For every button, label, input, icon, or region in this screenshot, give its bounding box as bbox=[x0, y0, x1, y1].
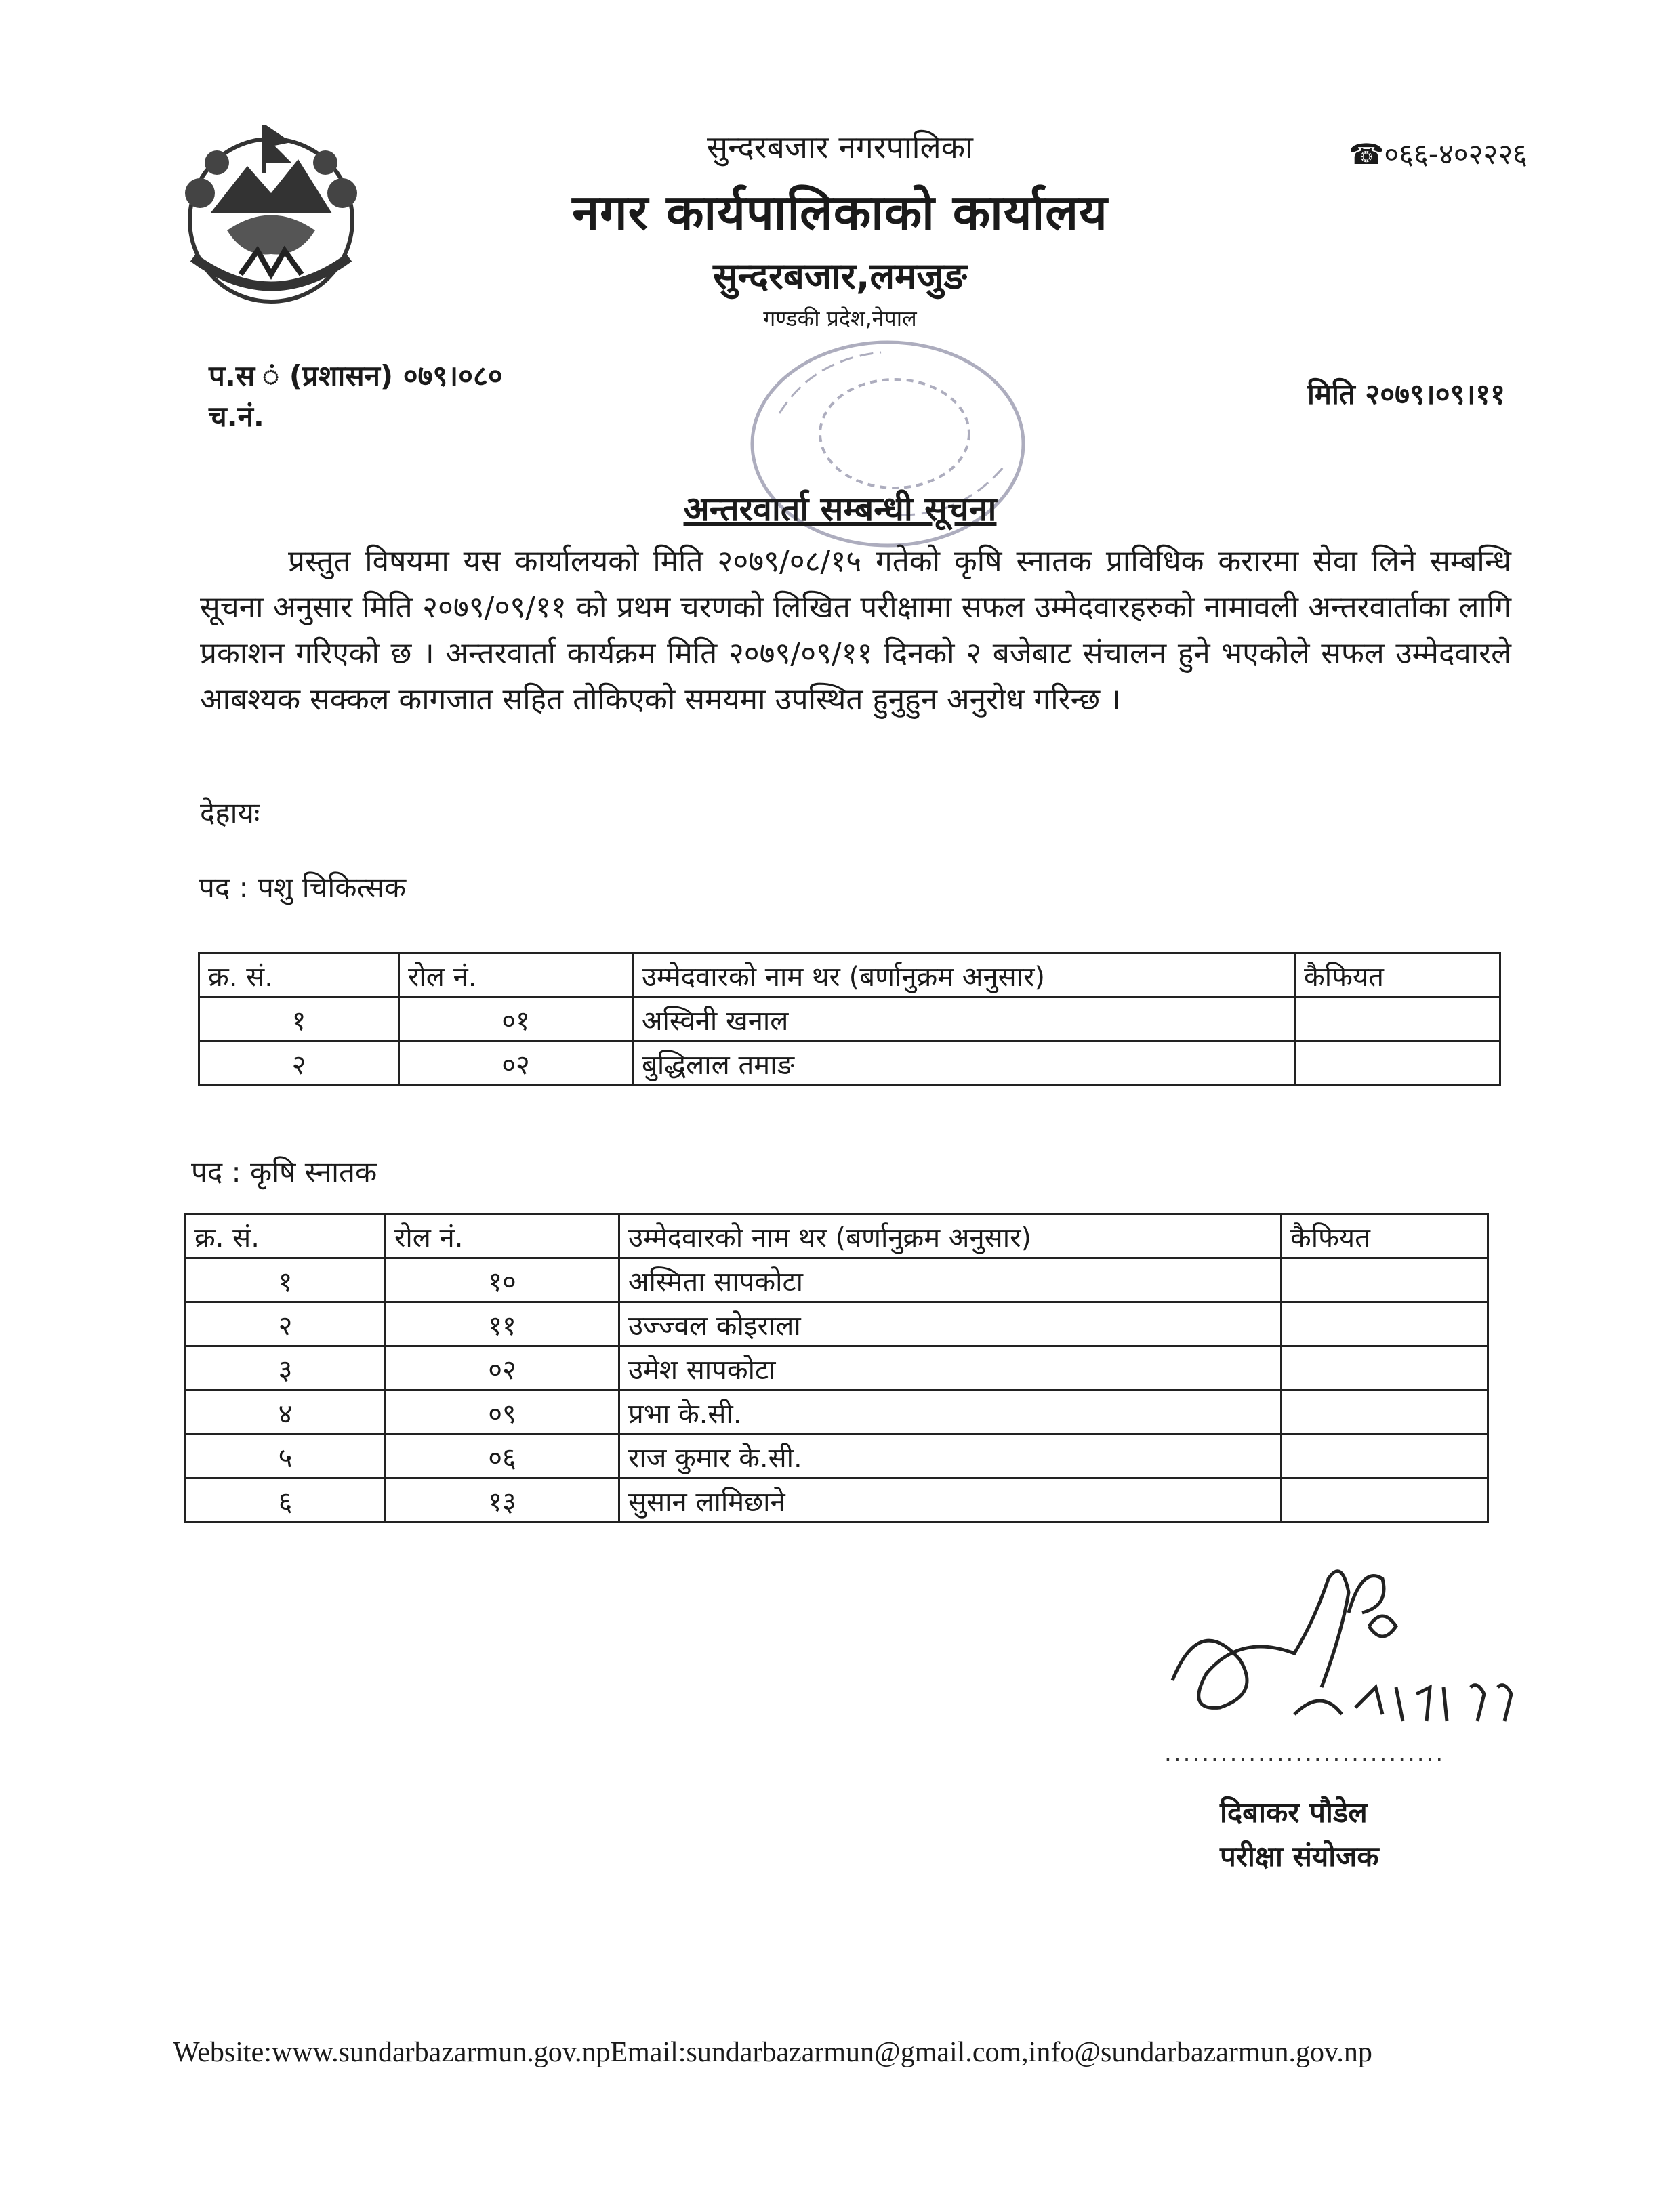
table-row bbox=[186, 1258, 1488, 1302]
roll-cell: ०१ bbox=[399, 997, 633, 1041]
agriculture-candidates-table bbox=[184, 1213, 1489, 1523]
name-cell: उमेश सापकोटा bbox=[619, 1346, 1282, 1390]
footer-contact: Website:www.sundarbazarmun.gov.npEmail:sundarbazarmun@gmail.com,info@sundarbazarmun.gov.np bbox=[173, 2037, 1372, 2068]
roll-cell: ०२ bbox=[399, 1041, 633, 1086]
serial-cell: ३ bbox=[186, 1346, 386, 1390]
roll-cell: ०६ bbox=[386, 1434, 619, 1479]
signature-line: .............................. bbox=[1164, 1740, 1446, 1767]
name-cell: प्रभा के.सी. bbox=[619, 1390, 1282, 1434]
reference-number: प.स ं (प्रशासन) ०७९।०८० bbox=[209, 359, 503, 392]
veterinarian-candidates-table bbox=[198, 952, 1501, 1086]
table-header-row bbox=[199, 953, 1500, 997]
table-row bbox=[186, 1346, 1488, 1390]
remarks-cell bbox=[1282, 1434, 1488, 1479]
remarks-cell bbox=[1282, 1390, 1488, 1434]
remarks-cell bbox=[1282, 1302, 1488, 1346]
roll-cell: १३ bbox=[386, 1479, 619, 1523]
name-cell: अस्विनी खनाल bbox=[633, 997, 1295, 1041]
table-row bbox=[199, 997, 1500, 1041]
post-veterinarian-label: पद : पशु चिकित्सक bbox=[199, 871, 407, 904]
name-cell: उज्ज्वल कोइराला bbox=[619, 1302, 1282, 1346]
remarks-cell bbox=[1295, 997, 1500, 1041]
column-header-serial: क्र. सं. bbox=[199, 953, 399, 997]
serial-cell: २ bbox=[199, 1041, 399, 1086]
notice-subject: अन्तरवार्ता सम्बन्धी सूचना bbox=[683, 489, 997, 529]
province-line: गण्डकी प्रदेश,नेपाल bbox=[763, 306, 917, 331]
table-row bbox=[186, 1434, 1488, 1479]
remarks-cell bbox=[1295, 1041, 1500, 1086]
remarks-cell bbox=[1282, 1346, 1488, 1390]
table-header-row bbox=[186, 1214, 1488, 1258]
office-title: नगर कार्यपालिकाको कार्यालय bbox=[572, 184, 1108, 241]
office-location: सुन्दरबजार,लमजुङ bbox=[713, 255, 967, 297]
table-row bbox=[186, 1390, 1488, 1434]
signatory-title: परीक्षा संयोजक bbox=[1220, 1840, 1379, 1873]
dispatch-number: च.नं. bbox=[209, 400, 264, 433]
serial-cell: १ bbox=[199, 997, 399, 1041]
name-cell: सुसान लामिछाने bbox=[619, 1479, 1282, 1523]
name-cell: बुद्धिलाल तमाङ bbox=[633, 1041, 1295, 1086]
roll-cell: १० bbox=[386, 1258, 619, 1302]
column-header-roll: रोल नं. bbox=[399, 953, 633, 997]
serial-cell: ६ bbox=[186, 1479, 386, 1523]
roll-cell: ११ bbox=[386, 1302, 619, 1346]
remarks-cell bbox=[1282, 1479, 1488, 1523]
name-cell: अस्मिता सापकोटा bbox=[619, 1258, 1282, 1302]
roll-cell: ०९ bbox=[386, 1390, 619, 1434]
column-header-serial: क्र. सं. bbox=[186, 1214, 386, 1258]
column-header-remarks: कैफियत bbox=[1282, 1214, 1488, 1258]
post-agriculture-graduate-label: पद : कृषि स्नातक bbox=[191, 1155, 377, 1189]
column-header-roll: रोल नं. bbox=[386, 1214, 619, 1258]
remarks-cell bbox=[1282, 1258, 1488, 1302]
table-row bbox=[199, 1041, 1500, 1086]
roll-cell: ०२ bbox=[386, 1346, 619, 1390]
signatory-name: दिबाकर पौडेल bbox=[1220, 1796, 1368, 1829]
notice-date: मिति २०७९।०९।११ bbox=[1307, 377, 1505, 411]
municipality-name: सुन्दरबजार नगरपालिका bbox=[707, 129, 973, 165]
column-header-name: उम्मेदवारको नाम थर (बर्णानुक्रम अनुसार) bbox=[633, 953, 1295, 997]
serial-cell: २ bbox=[186, 1302, 386, 1346]
serial-cell: ४ bbox=[186, 1390, 386, 1434]
phone-number: ☎०६६-४०२२२६ bbox=[1348, 138, 1528, 171]
name-cell: राज कुमार के.सी. bbox=[619, 1434, 1282, 1479]
column-header-remarks: कैफियत bbox=[1295, 953, 1500, 997]
table-row bbox=[186, 1302, 1488, 1346]
notice-body: प्रस्तुत विषयमा यस कार्यालयको मिति २०७९/०८/१५ गतेको कृषि स्नातक प्राविधिक करारमा सेवा लिने सम्बन्धि सूचना अनुसार मिति २०७९/०९/११ को प्रथम चरणको लिखित परीक्षामा सफल उम्मेदवारहरुको नामावली अन्तरवार्ताका लागि प्रकाशन गरिएको छ । अन्तरवार्ता कार्यक्रम मिति २०७९/०९/११ दिनको २ बजेबाट संचालन हुने भएकोले सफल उम्मेदवारले आबश्यक सक्कल कागजात सहित तोकिएको समयमा उपस्थित हुनुहुन अनुरोध गरिन्छ । bbox=[200, 544, 1511, 717]
details-label: देहायः bbox=[200, 796, 260, 829]
column-header-name: उम्मेदवारको नाम थर (बर्णानुक्रम अनुसार) bbox=[619, 1214, 1282, 1258]
serial-cell: १ bbox=[186, 1258, 386, 1302]
table-row bbox=[186, 1479, 1488, 1523]
serial-cell: ५ bbox=[186, 1434, 386, 1479]
